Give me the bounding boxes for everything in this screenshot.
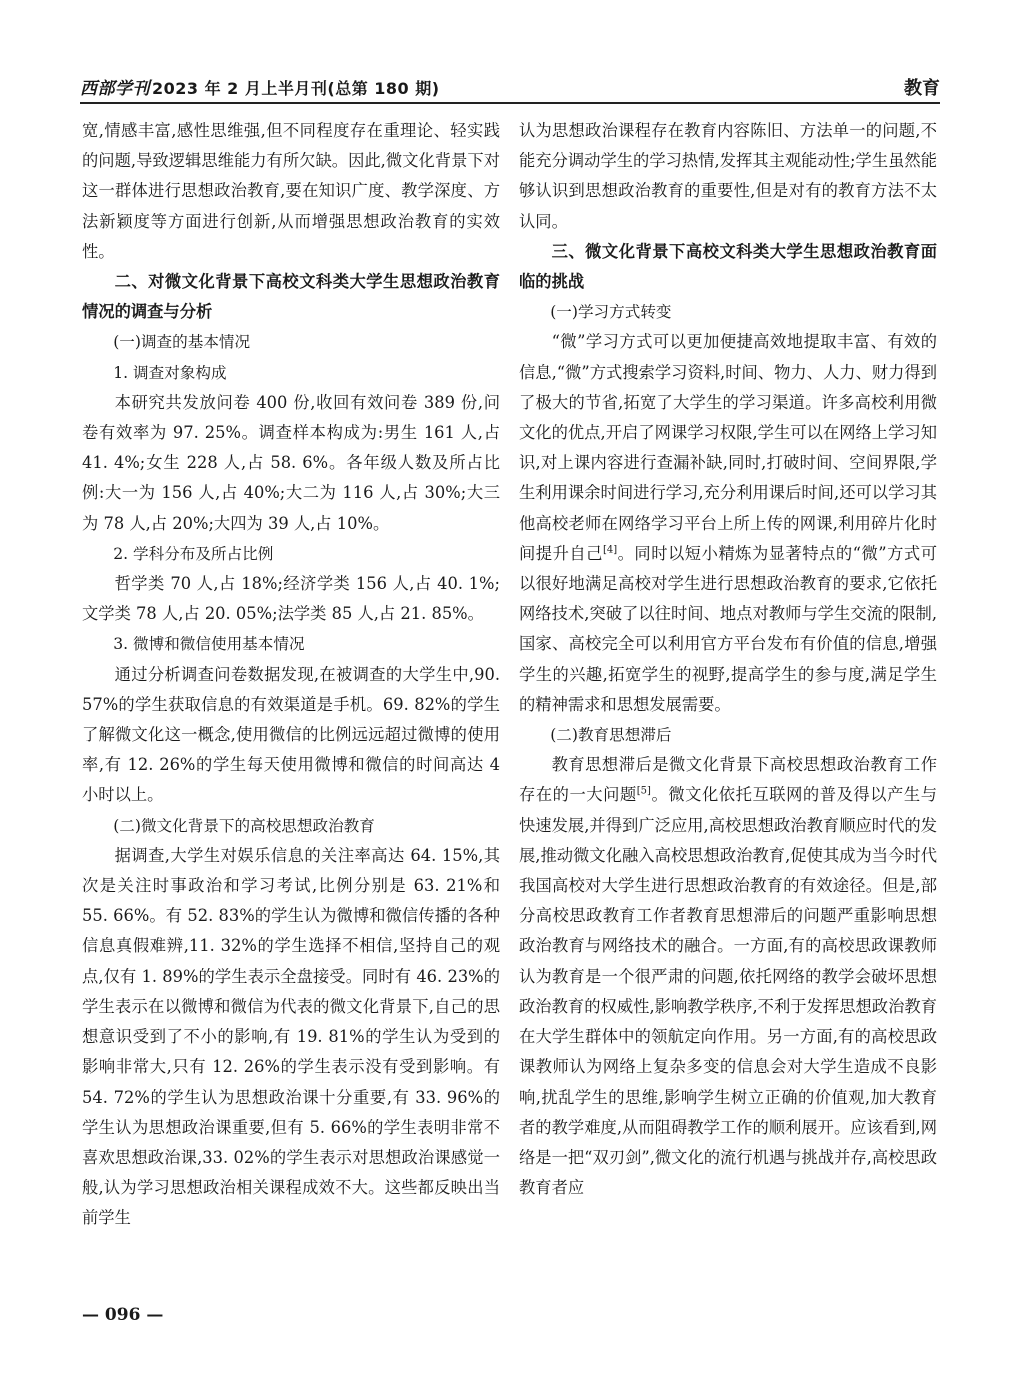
citation-ref: [5] [636,786,651,798]
page-header [80,66,940,104]
paragraph [519,327,937,720]
item-heading: 3. 微博和微信使用基本情况 [113,635,305,654]
subsection-heading: (一)调查的基本情况 [113,333,251,352]
paragraph: 哲学类 70 人,占 18%;经济学类 156 人,占 40. 1%;文学类 78 人,占 20. 05%;法学类 85 人,占 21. 85%。 [82,574,500,624]
citation-ref: [4] [602,544,618,556]
journal-logo: 西部学刊 [80,79,150,99]
item-heading: 1. 调查对象构成 [113,363,227,382]
paragraph-text: 教育思想滞后是微文化背景下高校思想政治教育工作存在的一大问题 [519,755,937,805]
right-column [519,116,937,1203]
item-heading: 2. 学科分布及所占比例 [113,544,274,563]
header-journal-info [80,74,440,99]
section-label: 教育 [904,78,940,99]
page-number: — 096 — [82,1305,164,1325]
paragraph: 本研究共发放问卷 400 份,收回有效问卷 389 份,问卷有效率为 97. 25%。调查样本构成为:男生 161 人,占 41. 4%;女生 228 人,占 58. 6%。各年级人数及所占比例:大一为 156 人,占 40%;大二为 116 人,占 30%;大三为 78 人,占 20%;大四为 39 人,占 10%。 [82,392,500,533]
left-column [82,116,500,1234]
subsection-heading: (一)学习方式转变 [550,303,672,322]
paragraph: 通过分析调查问卷数据发现,在被调查的大学生中,90. 57%的学生获取信息的有效渠道是手机。69. 82%的学生了解微文化这一概念,使用微信的比例远远超过微博的使用率,有 12. 26%的学生每天使用微博和微信的时间高达 4 小时以上。 [82,664,500,805]
paragraph-continued: 认为思想政治课程存在教育内容陈旧、方法单一的问题,不能充分调动学生的学习热情,发挥其主观能动性;学生虽然能够认识到思想政治教育的重要性,但是对有的教育方法不太认同。 [519,121,937,231]
paragraph-text: 。微文化依托互联网的普及得以产生与快速发展,并得到广泛应用,高校思想政治教育顺应时代的发展,推动微文化融入高校思想政治教育,促使其成为当今时代我国高校对大学生进行思想政治教育的有效途径。但是,部分高校思政教育工作者教育思想滞后的问题严重影响思想政治教育与网络技术的融合。一方面,有的高校思政课教师认为教育是一个很严肃的问题,依托网络的教学会破坏思想政治教育的权威性,影响教学秩序,不利于发挥思想政治教育在大学生群体中的领航定向作用。另一方面,有的高校思政课教师认为网络上复杂多变的信息会对大学生造成不良影响,扰乱学生的思维,影响学生树立正确的价值观,加大教育者的教学难度,从而阻碍教学工作的顺利展开。应该看到,网络是一把“双刃剑”,微文化的流行机遇与挑战并存,高校思政教育者应 [519,785,937,1198]
paragraph: 据调查,大学生对娱乐信息的关注率高达 64. 15%,其次是关注时事政治和学习考试,比例分别是 63. 21%和 55. 66%。有 52. 83%的学生认为微博和微信传播的各种信息真假难辨,11. 32%的学生选择不相信,坚持自己的观点,仅有 1. 89%的学生表示全盘接受。同时有 46. 23%的学生表示在以微博和微信为代表的微文化背景下,自己的思想意识受到了不小的影响,有 19. 81%的学生认为受到的影响非常大,只有 12. 26%的学生表示没有受到影响。有 54. 72%的学生认为思想政治课十分重要,有 33. 96%的学生认为思想政治课重要,但有 5. 66%的学生表明非常不喜欢思想政治课,33. 02%的学生表示对思想政治课感觉一般,认为学习思想政治相关课程成效不大。这些都反映出当前学生 [82,845,500,1228]
paragraph-text: “微”学习方式可以更加便捷高效地提取丰富、有效的信息,“微”方式搜索学习资料,时间、物力、人力、财力得到了极大的节省,拓宽了大学生的学习渠道。许多高校利用微文化的优点,开启了网课学习权限,学生可以在网络上学习知识,对上课内容进行查漏补缺,同时,打破时间、空间界限,学生利用课余时间进行学习,充分利用课后时间,还可以学习其他高校老师在网络学习平台上所上传的网课,利用碎片化时间提升自己 [519,332,937,563]
paragraph [519,750,937,1203]
paragraph-continued: 宽,情感丰富,感性思维强,但不同程度存在重理论、轻实践的问题,导致逻辑思维能力有所欠缺。因此,微文化背景下对这一群体进行思想政治教育,要在知识广度、教学深度、方法新颖度等方面进行创新,从而增强思想政治教育的实效性。 [82,121,500,261]
section-heading-2: 二、对微文化背景下高校文科类大学生思想政治教育情况的调查与分析 [82,272,500,322]
paragraph-text: 。同时以短小精炼为显著特点的“微”方式可以很好地满足高校对学生进行思想政治教育的要求,它依托网络技术,突破了以往时间、地点对教师与学生交流的限制,国家、高校完全可以利用官方平台发布有价值的信息,增强学生的兴趣,拓宽学生的视野,提高学生的参与度,满足学生的精神需求和思想发展需要。 [519,543,937,714]
section-heading-3: 三、微文化背景下高校文科类大学生思想政治教育面临的挑战 [519,241,937,292]
issue-info: 2023 年 2 月上半月刊(总第 180 期) [152,79,440,98]
subsection-heading: (二)教育思想滞后 [550,726,672,745]
subsection-heading: (二)微文化背景下的高校思想政治教育 [113,816,375,835]
